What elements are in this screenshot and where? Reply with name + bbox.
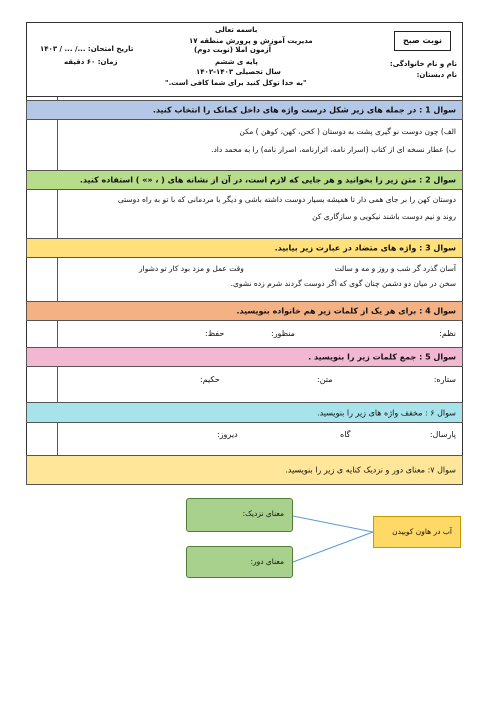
q3-title-band bbox=[26, 238, 463, 258]
far-meaning-label: معنای دور: bbox=[250, 557, 284, 566]
student-name-label: نام و نام خانوادگی: bbox=[389, 60, 457, 68]
q6-word-3: دیروز: bbox=[217, 430, 238, 439]
q6-word-1: پارسال: bbox=[429, 430, 456, 439]
q3-title: سوال 3 : واژه های متضاد در عبارت زیر بیابید. bbox=[274, 243, 456, 253]
q6-title-band bbox=[26, 402, 463, 423]
q6-title: سوال ۶ : مخفف واژه های زیر را بنویسید. bbox=[317, 408, 456, 417]
q1-title: سوال 1 : در جمله های زیر شکل درست واژه های داخل کمانک را انتخاب کنید. bbox=[152, 105, 456, 115]
score-column-divider bbox=[57, 97, 58, 485]
far-meaning-box bbox=[186, 546, 293, 578]
header-grade: پایه ی ششم bbox=[215, 58, 258, 66]
q6-word-2: گاه bbox=[340, 430, 351, 439]
q5-title: سوال 5 : جمع کلمات زیر را بنویسید . bbox=[308, 352, 456, 362]
shift-box bbox=[394, 31, 451, 51]
school-name-label: نام دبستان: bbox=[416, 71, 457, 79]
q3-verse-left: وقت عمل و مزد بود کار تو دشوار bbox=[139, 264, 244, 273]
q3-verse-right: آسان گذرد گر شب و روز و مه و سالت bbox=[334, 264, 456, 273]
q1-line1: الف) چون دوست نو گیری پشت به دوستان ( کحن، کهن، کوهن ) مکن bbox=[239, 127, 456, 136]
q2-line1: دوستان کهن را بر جای همی دار تا همیشه بسیار دوست داشته باشی و دیگر با مردمانی که با تو به راه دوستی bbox=[117, 195, 456, 204]
header-exam-name: آزمون املا (نوبت دوم) bbox=[194, 46, 272, 54]
q5-title-band bbox=[26, 347, 463, 367]
q2-title: سوال 2 : متن زیر را بخوانید و هر جایی که لازم است، در آن از نشانه های ( ، «» ) استفاده کنید. bbox=[79, 175, 456, 185]
header-motto: "به خدا توکل کنید برای شما کافی است." bbox=[165, 79, 307, 87]
q5-word-1: ستاره: bbox=[433, 375, 456, 384]
q2-line2: روند و نیم دوست باشند نیکویی و سازگاری کن bbox=[312, 212, 456, 221]
q1-title-band bbox=[26, 100, 463, 120]
idiom-text: آب در هاون کوبیدن bbox=[392, 527, 452, 536]
q7-title: سوال ۷: معنای دور و نزدیک کنایه ی زیر را بنویسید. bbox=[285, 465, 456, 475]
q4-word-1: نظم: bbox=[439, 329, 456, 338]
exam-time: زمان: ۶۰ دقیقه bbox=[64, 58, 118, 66]
shift-label: نوبت صبح bbox=[402, 36, 442, 45]
connector-far bbox=[293, 532, 373, 562]
q4-word-2: منظور: bbox=[271, 329, 295, 338]
q7-title-band bbox=[26, 455, 463, 485]
near-meaning-box bbox=[186, 498, 293, 532]
idiom-box bbox=[373, 516, 461, 548]
q5-word-2: متن: bbox=[317, 375, 333, 384]
connector-near bbox=[293, 516, 373, 532]
q2-title-band bbox=[26, 170, 463, 190]
header-org: مدیریت آموزش و پرورش منطقه ۱۷ bbox=[189, 37, 313, 45]
header-title: باسمه تعالی bbox=[215, 26, 258, 34]
header-divider bbox=[26, 96, 463, 97]
q5-word-3: حکیم: bbox=[200, 375, 220, 384]
q1-line2: ب) عطار نسخه ای از کتاب (اسرار نامه، اثرارنامه، اصرار نامه) را به محمد داد. bbox=[211, 145, 456, 154]
q4-title: سوال 4 : برای هر یک از کلمات زیر هم خانواده بنویسید. bbox=[236, 306, 456, 316]
q4-title-band bbox=[26, 301, 463, 321]
q4-word-3: حفظ: bbox=[205, 329, 225, 338]
near-meaning-label: معنای نزدیک: bbox=[242, 509, 284, 518]
header-year: سال تحصیلی ۱۴۰۳-۱۴۰۲ bbox=[196, 68, 281, 76]
exam-date: تاریخ امتحان: .../ ... / ۱۴۰۳ bbox=[40, 45, 134, 53]
q3-line2: سخن در میان دو دشمن چنان گوی که اگر دوست گردند شرم زده نشوی. bbox=[230, 279, 456, 288]
